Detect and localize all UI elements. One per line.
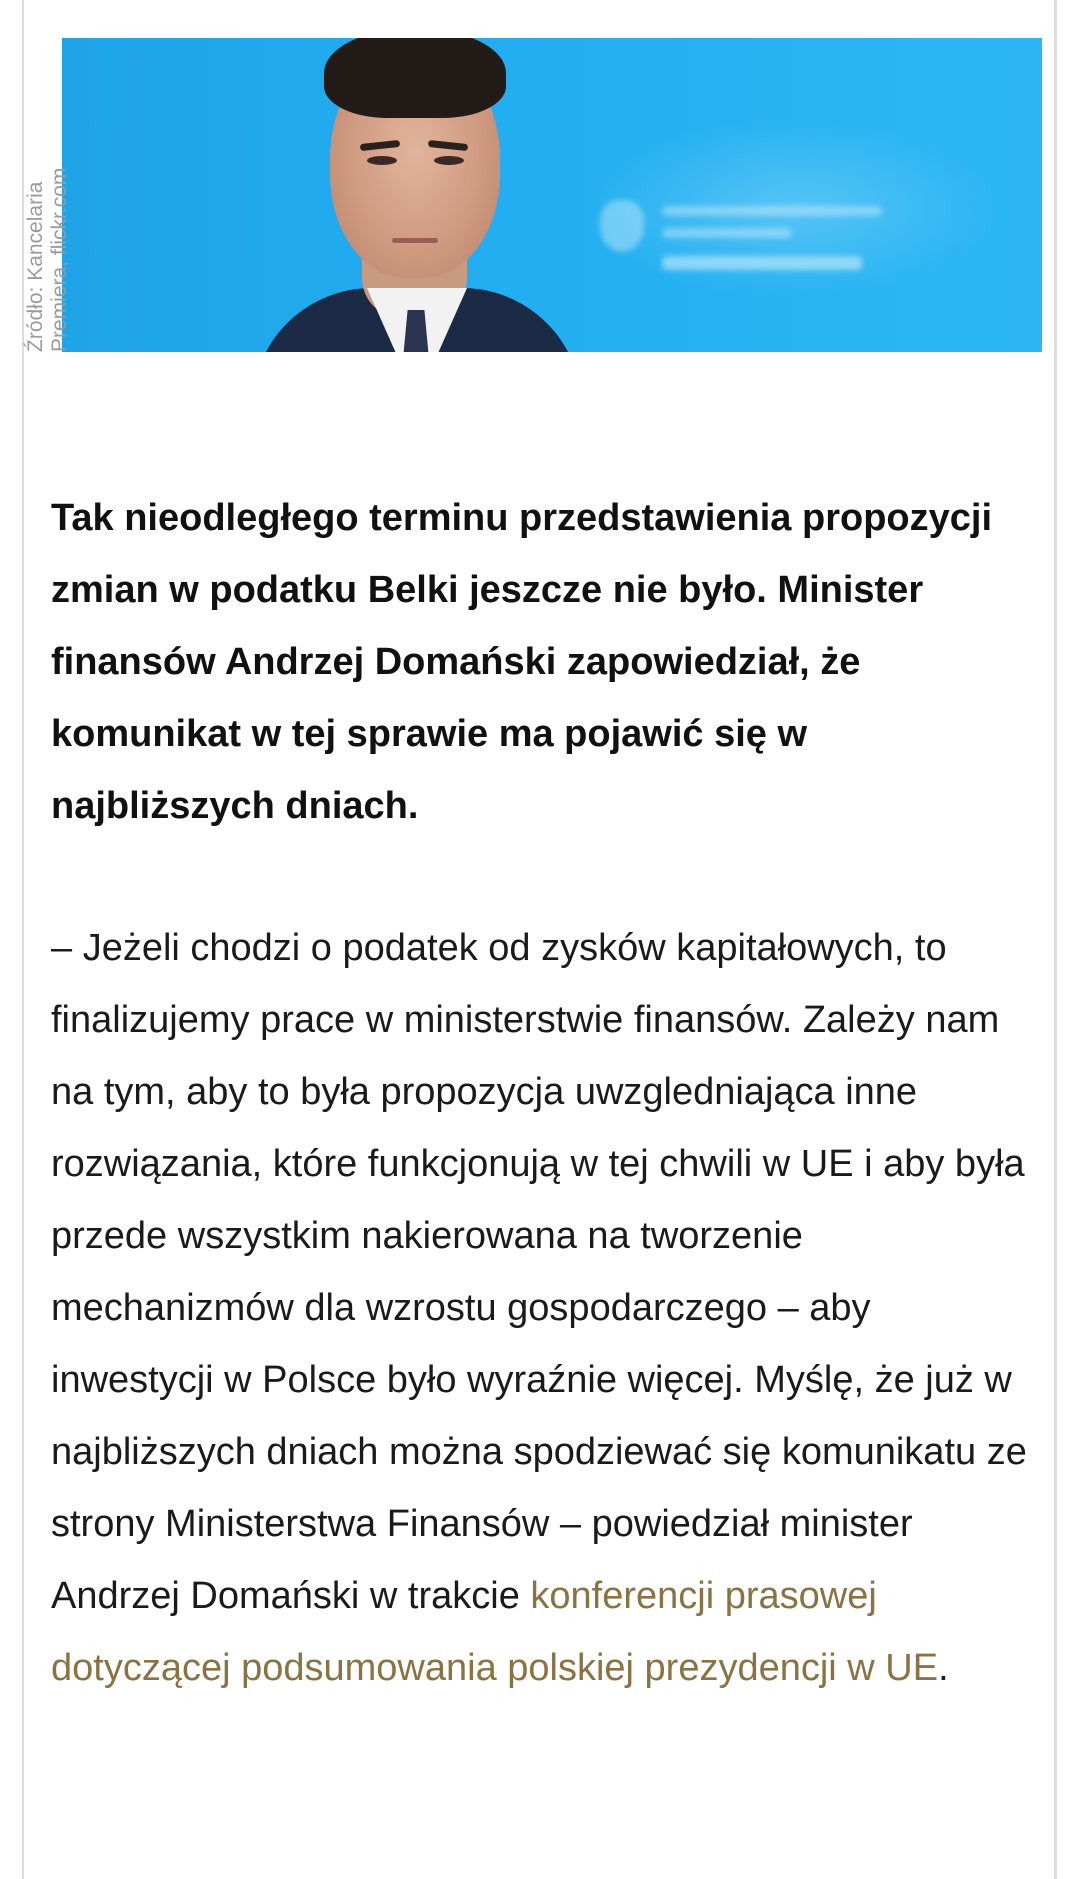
person-figure (62, 38, 1042, 352)
hair (324, 38, 506, 118)
conference-link[interactable]: konferencji prasowej dotyczącej podsumowania polskiej prezydencji w UE (51, 1575, 939, 1689)
article-lead: Tak nieodległego terminu przedstawienia propozycji zmian w podatku Belki jeszcze nie było. Minister finansów Andrzej Domański zapowiedział, że komunikat w tej sprawie ma pojawić się w najbliższych dniach. (51, 497, 993, 827)
eye (434, 156, 464, 165)
body-text-end: . (938, 1647, 949, 1689)
page-frame-right-border (1054, 0, 1057, 1879)
eye (367, 156, 397, 165)
photo-credit: Źródło: Kancelaria Premiera, flickr.com (24, 167, 71, 352)
article-photo[interactable] (62, 38, 1042, 352)
mouth (392, 238, 438, 243)
article-body-paragraph (51, 912, 1041, 1704)
body-text: – Jeżeli chodzi o podatek od zysków kapitałowych, to finalizujemy prace w ministerstwie finansów. Zależy nam na tym, aby to była propozycja uwzgledniająca inne rozwiązania, które funkcjonują w tej chwili w UE i aby była przede wszystkim nakierowana na tworzenie mechanizmów dla wzrostu gospodarczego – aby inwestycji w Polsce było wyraźnie więcej. Myślę, że już w najbliższych dniach można spodziewać się komunikatu ze strony Ministerstwa Finansów – powiedział minister Andrzej Domański w trakcie (51, 927, 1027, 1617)
